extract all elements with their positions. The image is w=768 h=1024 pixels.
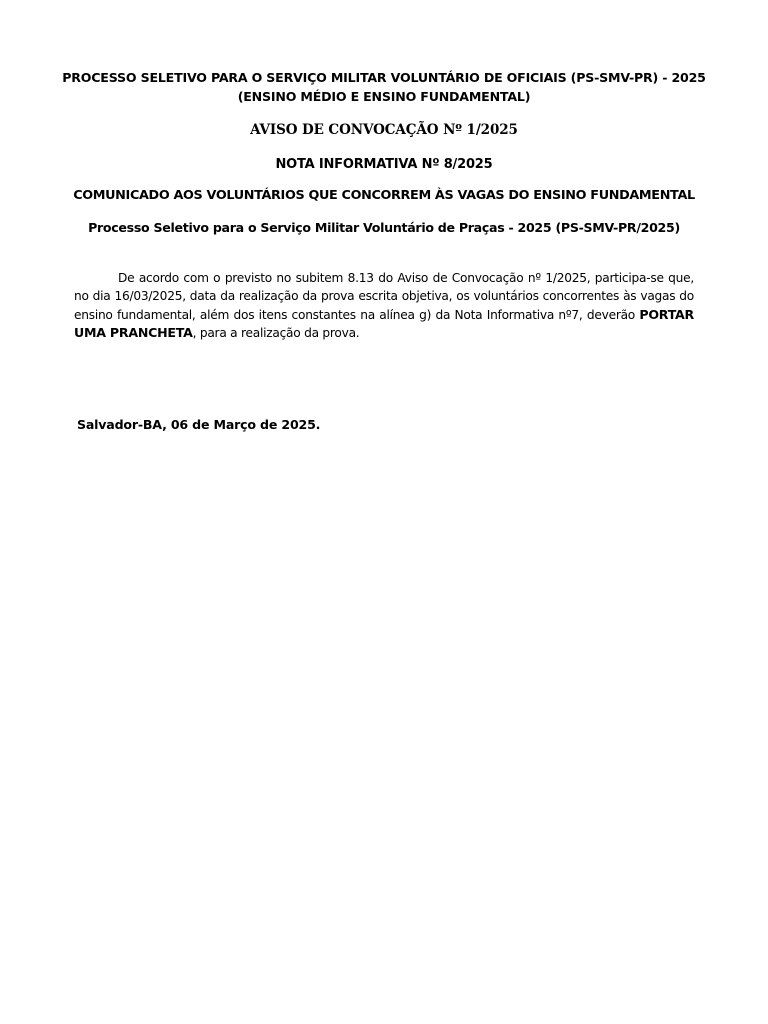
document-header xyxy=(60,68,708,106)
body-text-part-2: , para a realização da prova. xyxy=(192,325,360,340)
aviso-title: AVISO DE CONVOCAÇÃO Nº 1/2025 xyxy=(250,122,518,138)
nota-informativa-title: NOTA INFORMATIVA Nº 8/2025 xyxy=(275,157,493,172)
header-line-1: PROCESSO SELETIVO PARA O SERVIÇO MILITAR VOLUNTÁRIO DE OFICIAIS (PS-SMV-PR) - 2025 xyxy=(62,70,706,85)
body-text-part-1: De acordo com o previsto no subitem 8.13 do Aviso de Convocação nº 1/2025, participa-se que, no dia 16/03/2025, data da realização da prova escrita objetiva, os voluntários concorrentes às vagas do ensino fundamental, além dos itens constantes na alínea g) da Nota Informativa nº7, deverão xyxy=(74,271,694,322)
processo-subheading: Processo Seletivo para o Serviço Militar Voluntário de Praças - 2025 (PS-SMV-PR/2025) xyxy=(88,220,680,235)
comunicado-heading: COMUNICADO AOS VOLUNTÁRIOS QUE CONCORREM ÀS VAGAS DO ENSINO FUNDAMENTAL xyxy=(73,188,695,203)
body-paragraph xyxy=(74,269,694,342)
header-line-2: (ENSINO MÉDIO E ENSINO FUNDAMENTAL) xyxy=(237,89,531,104)
body-emphasis: PORTAR UMA PRANCHETA xyxy=(74,306,694,340)
place-date-signature: Salvador-BA, 06 de Março de 2025. xyxy=(77,417,321,432)
